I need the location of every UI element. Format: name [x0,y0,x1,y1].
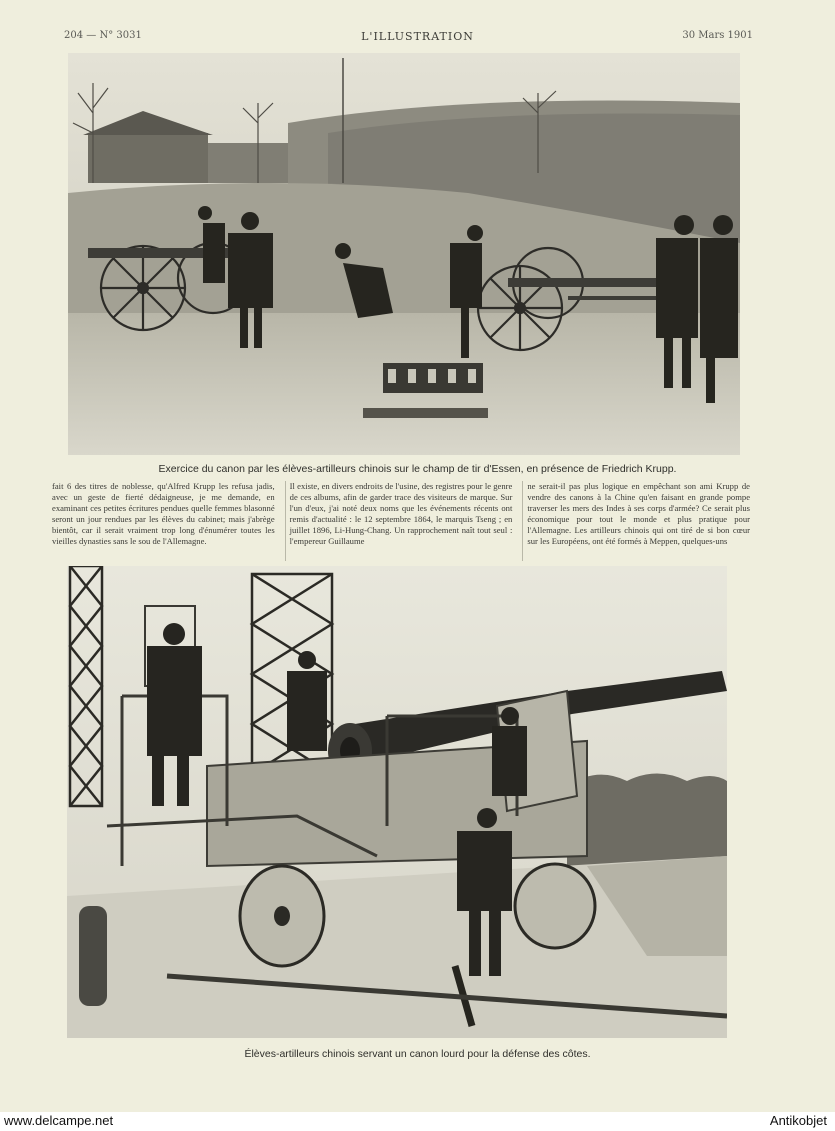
article-column-1: fait 6 des titres de noblesse, qu'Alfred Krupp les refusa jadis, avec un geste de fierté dédaigneuse, je me demande, en examinant ces petites écritures pendues quelle femmes blasonné seront un jour rendues par les élèves du cabinet; mais j'abrège bientôt, car il serait vraiment trop long d'énumérer toutes les vieilles dynasties sans le sou de l'Allemagne. [52,481,275,546]
source-watermark-right: Antikobjet [769,1113,827,1128]
article-columns [48,481,754,561]
top-photo-caption: Exercice du canon par les élèves-artilleurs chinois sur le champ de tir d'Essen, en présence de Friedrich Krupp. [158,463,677,475]
page-number: 204 — N° 3031 [64,30,142,41]
photo-heavy-coastal-gun [67,566,727,1038]
article-column-3: ne serait-il pas plus logique en empêchant son ami Krupp de vendre des canons à la Chine qu'en faisant en grande pompe traverser les mers des Indes à ses corps d'armée? Ce serait plus économique pour tout le monde et plus pratique pour l'Allemagne. Les artilleurs chinois qui ont tiré de si bon cœur sur les Européens, ont été formés à Meppen, quelques-uns [522,481,754,561]
issue-date: 30 Mars 1901 [682,30,753,41]
bottom-photo-caption: Élèves-artilleurs chinois servant un canon lourd pour la défense des côtes. [244,1048,591,1060]
photo-cannon-exercise [68,53,740,455]
publication-title: L'ILLUSTRATION [361,30,474,43]
article-column-2: Il existe, en divers endroits de l'usine, des registres pour le genre de ces albums, afin de garder trace des visiteurs de marque. Sur l'un d'eux, j'ai noté deux noms que les événements récents ont remis d'actualité : le 12 septembre 1864, le marquis Tseng ; en juillet 1896, Li-Hung-Chang. Un rapprochement naît tout seul : l'empereur Guillaume [285,481,517,561]
source-watermark-left: www.delcampe.net [4,1113,114,1128]
